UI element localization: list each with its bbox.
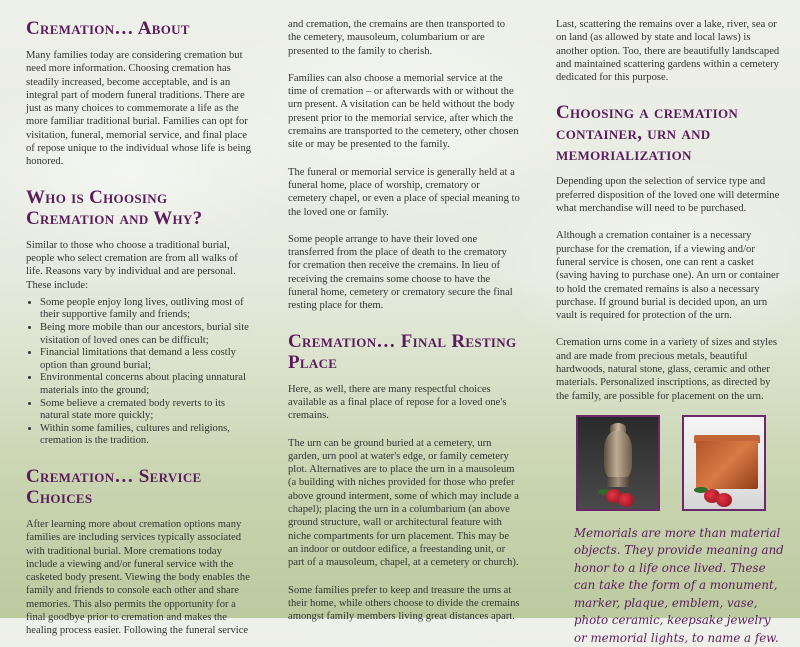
- paragraph-depending: Depending upon the selection of service type and preferred disposition of the loved one will determine what merchandise will need to be purchased.: [556, 176, 780, 215]
- paragraph-funeral: The funeral or memorial service is generally held at a funeral home, place of worship, crematory or cemetery chapel, or even a place of special meaning to the loved one or family.: [288, 166, 520, 218]
- heading-final-resting-place: Cremation… Final Resting Place: [288, 330, 517, 373]
- rose-icon: [618, 493, 634, 507]
- list-item: • Some believe a cremated body reverts to its natural state more quickly;: [40, 398, 252, 423]
- heading-service-choices: Cremation… Service Choices: [26, 465, 202, 508]
- list-item: • Financial limitations that demand a less costly option than ground burial;: [40, 347, 252, 372]
- heading-who-choosing: Who is Choosing Cremation and Why?: [26, 186, 203, 229]
- paragraph-keep: Some families prefer to keep and treasure the urns at their home, while others choose to divide the cremains amongst family members living great distances apart.: [288, 584, 520, 623]
- urn-body-shape: [604, 431, 632, 479]
- paragraph-urn-options: The urn can be ground buried at a cemetery, urn garden, urn pool at water's edge, or family cemetery plot. Alternatives are to place the urn in a mausoleum (a building with niches provided for those who prefer above ground interment, some of which may include a chapel); placing the urn in a columbarium (an above ground structure, wall or architectural feature with niche compartments for urn placement. This may be an indoor or outdoor edifice, a freestanding unit, or part of a mausoleum, chapel, at a cemetery or church).: [288, 437, 519, 569]
- heading-choosing-container: Choosing a cremation container, urn and memorialization: [556, 102, 739, 166]
- paragraph-transfer: Some people arrange to have their loved one transferred from the place of death to the crematory for cremation then receive the cremains. In lieu of receiving the cremains some choose to have the funeral home, cemetery or crematory secure the final resting place for them.: [288, 233, 513, 312]
- list-item: • Environmental concerns about placing unnatural materials into the ground;: [40, 372, 252, 397]
- paragraph-continued: and cremation, the cremains are then transported to the cemetery, mausoleum, columbarium or are presented to the family to cherish.: [288, 19, 506, 57]
- paragraph-container: Although a cremation container is a necessary purchase for the cremation, if a viewing and/or funeral service is chosen, one can rent a casket (saving having to purchase one). An urn or container to hold the cremated remains is also a necessary purchase. If ground burial is decided upon, an urn vault is required for protection of the urn.: [556, 230, 780, 322]
- reasons-list: [26, 297, 252, 448]
- paragraph-final: Here, as well, there are many respectful choices available as a final place of repose for a loved one's cremains.: [288, 383, 507, 422]
- paragraph-scatter: Last, scattering the remains over a lake, river, sea or on land (as allowed by state and local laws) is another option. Too, there are beautifully landscaped and maintained scattering gardens within a cemetery dedicated for this purpose.: [556, 19, 780, 84]
- metal-urn-photo: [576, 415, 660, 511]
- list-item: • Some people enjoy long lives, outliving most of their supportive family and friends;: [40, 297, 252, 322]
- paragraph-who: Similar to those who choose a traditional burial, people who select cremation are from all walks of life. Reasons vary by individual and are personal. These include:: [26, 239, 238, 291]
- rose-icon: [716, 493, 732, 507]
- heading-cremation-about: Cremation… About: [26, 18, 190, 39]
- paragraph-urns: Cremation urns come in a variety of sizes and styles and are made from precious metals, beautiful hardwoods, natural stone, glass, ceramic and other materials. Personalized inscriptions, as directed by the family, are possible for placement on the urn.: [556, 337, 777, 402]
- urn-base-shape: [607, 477, 629, 487]
- panel-left: [0, 0, 262, 637]
- photo-row: [576, 415, 784, 511]
- paragraph-memorial: Families can also choose a memorial service at the time of cremation – or afterwards with or without the urn present. A visitation can be held without the body present prior to the memorial service, after which the cremains are transported to the cemetery, other chosen site or may be presented to the family.: [288, 72, 519, 151]
- panel-right: [538, 0, 800, 645]
- paragraph-service: After learning more about cremation options many families are including services typically associated with traditional burial. More cremations today include a viewing and/or funeral service with the casketed body present. Viewing the body enables the family and friends to console each other and share memories. This also permits the opportunity for a final goodbye prior to cremation and makes the healing process easier. Following the funeral service: [26, 518, 250, 637]
- box-body-shape: [696, 441, 758, 489]
- list-item: • Being more mobile than our ancestors, burial site visitation of loved ones can be difficult;: [40, 322, 252, 347]
- wood-urn-photo: [682, 415, 766, 511]
- panel-middle: [268, 0, 532, 623]
- memorials-script-quote: Memorials are more than material objects. They provide meaning and honor to a life once lived. These can take the form of a monument, marker, plaque, emblem, vase, photo ceramic, keepsake jewelry or memorial lights, to name a few.: [574, 525, 784, 645]
- paragraph-about: Many families today are considering cremation but need more information. Choosing cremation has steadily increased, become acceptable, and is an integral part of modern funeral traditions. There are just as many choices to commemorate a life as the more familiar traditional burial. Families can opt for visitation, funeral, memorial service, and final place of repose unique to the individual whose life is being honored.: [26, 50, 252, 168]
- list-item: • Within some families, cultures and religions, cremation is the tradition.: [40, 423, 252, 448]
